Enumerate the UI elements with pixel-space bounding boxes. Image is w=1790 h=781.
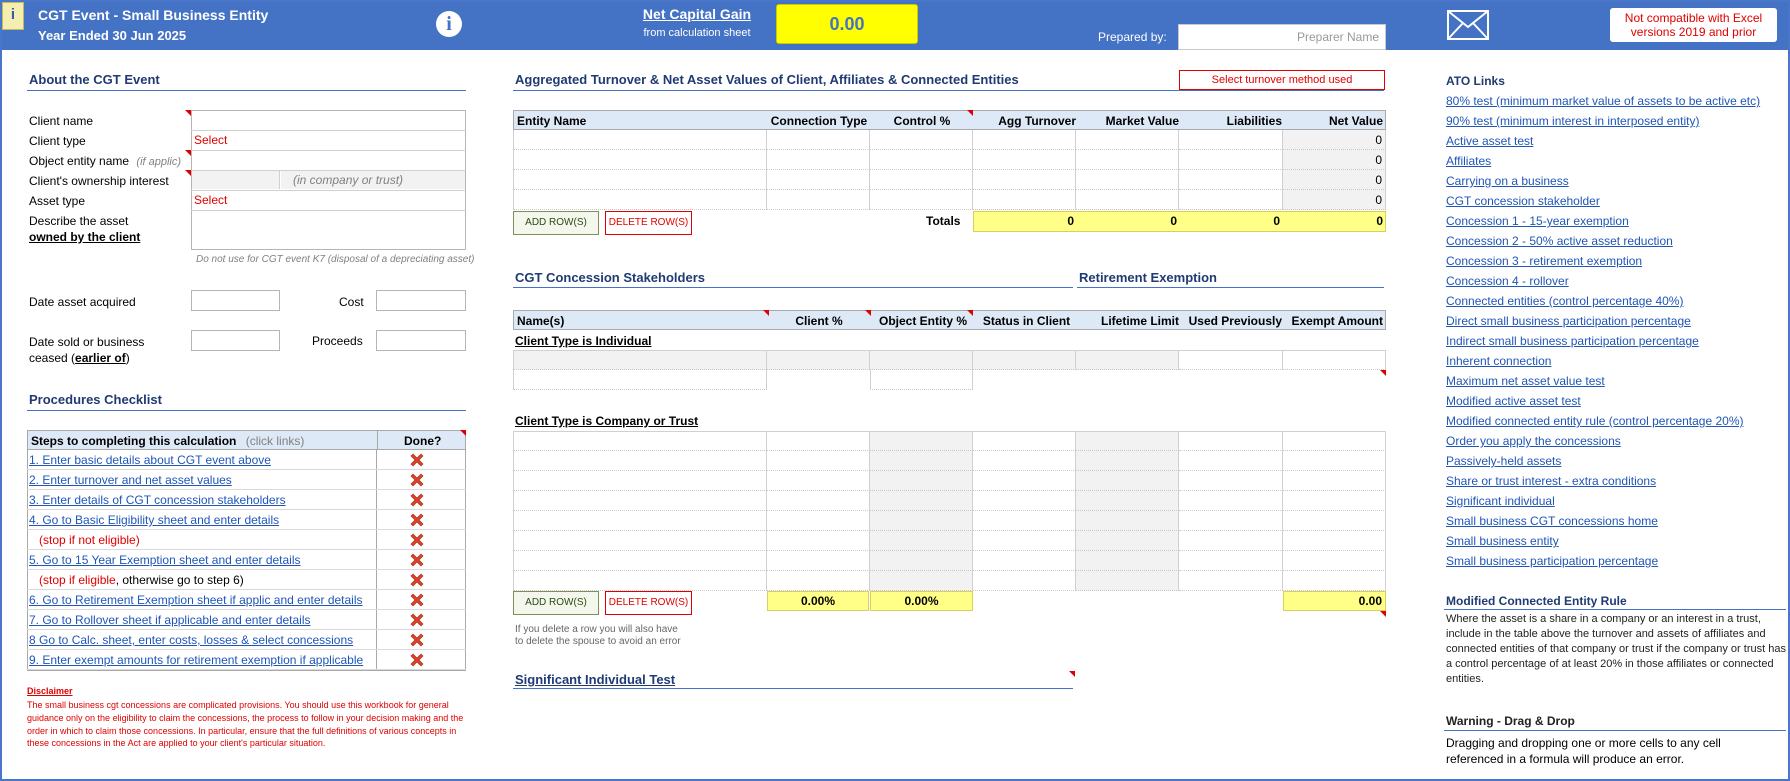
table-cell[interactable]: [767, 130, 870, 150]
divider: [191, 190, 466, 191]
divider: [191, 130, 466, 131]
checklist-step-text[interactable]: [29, 473, 232, 487]
turnover-header: [513, 110, 1386, 130]
table-cell[interactable]: [1076, 130, 1179, 150]
table-cell[interactable]: [1179, 170, 1283, 190]
about-rule: [27, 90, 466, 91]
table-cell[interactable]: [870, 150, 973, 170]
checklist-row: [27, 590, 466, 610]
ato-link[interactable]: Small business entity: [1446, 534, 1559, 548]
stakeholder-cell[interactable]: [973, 571, 1076, 591]
stakeholder-cell[interactable]: [1283, 431, 1386, 451]
stakeholder-cell[interactable]: [1179, 431, 1283, 451]
warning-body: Dragging and dropping one or more cells to any cell referenced in a formula will produce an error.: [1446, 736, 1721, 766]
ownership-label: Client's ownership interest: [29, 174, 169, 188]
comment-marker: [967, 310, 973, 316]
table-cell[interactable]: [870, 190, 973, 210]
table-cell[interactable]: [973, 150, 1076, 170]
page-title: CGT Event - Small Business Entity: [38, 7, 269, 23]
not-done-x-icon: [409, 632, 425, 648]
checklist-step-link[interactable]: 2. Enter turnover and net asset values: [29, 473, 232, 487]
net-value-cell: [1283, 190, 1386, 210]
stakeholder-cell[interactable]: [973, 350, 1076, 370]
table-cell[interactable]: [767, 150, 870, 170]
net-value: 0: [1375, 173, 1382, 187]
checklist-step-text[interactable]: [29, 653, 363, 667]
checklist-step-text[interactable]: [29, 513, 279, 527]
stakeholder-cell[interactable]: [1179, 551, 1283, 571]
stakeholder-cell[interactable]: [870, 531, 973, 551]
stakeholder-cell[interactable]: [513, 511, 767, 531]
total-exempt-amount: 0.00: [1283, 591, 1386, 611]
checklist-rule: [27, 410, 466, 411]
stakeholder-cell[interactable]: [1283, 511, 1386, 531]
checklist-step-note-red: (stop if eligible: [39, 573, 116, 587]
checklist-step-note: (stop if not eligible): [39, 533, 140, 547]
checklist-row: [27, 470, 466, 490]
checklist-step-text: [39, 573, 244, 587]
stakeholder-cell[interactable]: [513, 551, 767, 571]
checklist-header: [27, 430, 466, 450]
stakeholder-cell[interactable]: [870, 370, 973, 390]
checklist-step-text[interactable]: [29, 613, 311, 627]
turnover-rule: [513, 90, 1384, 91]
ato-link[interactable]: Concession 1 - 15-year exemption: [1446, 214, 1629, 228]
ato-link[interactable]: Share or trust interest - extra conditions: [1446, 474, 1657, 488]
table-cell[interactable]: [973, 170, 1076, 190]
checklist-step-link[interactable]: 4. Go to Basic Eligibility sheet and enter details: [29, 513, 280, 527]
checklist-step-link[interactable]: 8 Go to Calc. sheet, enter costs, losses & select concessions: [29, 633, 354, 647]
not-done-x-icon: [409, 532, 425, 548]
checklist-step-link[interactable]: 3. Enter details of CGT concession stakeholders: [29, 493, 286, 507]
checklist-step-text: [39, 533, 140, 547]
ato-link[interactable]: Significant individual: [1446, 494, 1555, 508]
table-cell[interactable]: [513, 190, 767, 210]
stakeholder-cell[interactable]: [513, 451, 767, 471]
stakeholder-cell[interactable]: [1076, 531, 1179, 551]
email-icon[interactable]: [1447, 10, 1489, 40]
checklist-step-link[interactable]: 1. Enter basic details about CGT event above: [29, 453, 271, 467]
divider: [377, 431, 378, 450]
stakeholder-cell[interactable]: [1179, 451, 1283, 471]
col-connection-type: Connection Type: [770, 114, 868, 128]
stakeholder-cell[interactable]: [870, 571, 973, 591]
stakeholder-cell[interactable]: [767, 350, 870, 370]
col-exempt-amount: Exempt Amount: [1291, 314, 1383, 328]
ato-link[interactable]: Passively-held assets: [1446, 454, 1562, 468]
net-value: 0: [1375, 193, 1382, 207]
stakeholder-cell[interactable]: [1179, 491, 1283, 511]
object-entity-note: (if applic): [136, 156, 182, 168]
checklist-step-link[interactable]: 5. Go to 15 Year Exemption sheet and enter details: [29, 553, 301, 567]
comment-marker: [185, 170, 191, 176]
compat-line-2: versions 2019 and prior: [1630, 25, 1757, 39]
done-col-header: Done?: [404, 434, 442, 448]
checklist-step-link[interactable]: 7. Go to Rollover sheet if applicable and enter details: [29, 613, 311, 627]
stakeholder-cell[interactable]: [870, 431, 973, 451]
info-badge-icon[interactable]: i: [2, 2, 24, 30]
not-done-x-icon: [409, 552, 425, 568]
retirement-rule: [1077, 287, 1384, 288]
compatibility-warning: [1610, 8, 1777, 42]
net-capital-gain-sublabel: from calculation sheet: [643, 27, 751, 39]
proceeds-label: Proceeds: [312, 334, 363, 348]
stakeholder-cell[interactable]: [513, 431, 767, 451]
comment-marker: [967, 110, 973, 116]
net-capital-gain-label[interactable]: Net Capital Gain: [642, 6, 752, 22]
stakeholder-cell[interactable]: [870, 551, 973, 571]
header-bar: [0, 0, 1790, 50]
checklist-row: [27, 650, 466, 670]
stakeholder-cell[interactable]: [1283, 551, 1386, 571]
client-type-label: Client type: [29, 134, 86, 148]
cost-label: Cost: [339, 295, 364, 309]
stakeholder-cell[interactable]: [973, 551, 1076, 571]
steps-col-note: (click links): [245, 434, 305, 448]
date-sold-label-2: [29, 351, 130, 365]
net-value-cell: [1283, 130, 1386, 150]
compat-line-1: Not compatible with Excel: [1624, 11, 1763, 25]
stakeholder-cell[interactable]: [1076, 451, 1179, 471]
ato-link[interactable]: Active asset test: [1446, 134, 1534, 148]
table-cell[interactable]: [513, 150, 767, 170]
col-status-in-client: Status in Client: [982, 314, 1071, 328]
describe-label-2: owned by the client: [29, 230, 141, 244]
checklist-step-text[interactable]: [29, 593, 363, 607]
checklist-step-note-black: , otherwise go to step 6): [115, 573, 244, 587]
date-acquired-input[interactable]: [191, 290, 280, 311]
stakeholder-cell[interactable]: [1076, 350, 1179, 370]
ato-link[interactable]: Connected entities (control percentage 40%): [1446, 294, 1684, 308]
ato-link[interactable]: CGT concession stakeholder: [1446, 194, 1600, 208]
cost-input[interactable]: [376, 290, 466, 311]
date-acquired-label: Date asset acquired: [29, 295, 136, 309]
total-market-value: 0: [1170, 214, 1177, 228]
checklist-row: [27, 570, 466, 590]
checklist-step-text[interactable]: [29, 453, 271, 467]
client-name-input[interactable]: [192, 111, 465, 129]
k7-note: Do not use for CGT event K7 (disposal of a depreciating asset): [196, 254, 475, 265]
stakeholder-cell[interactable]: [1179, 571, 1283, 591]
page-subtitle: Year Ended 30 Jun 2025: [38, 28, 187, 43]
not-done-x-icon: [409, 512, 425, 528]
comment-marker: [185, 110, 191, 116]
stakeholder-cell[interactable]: [767, 431, 870, 451]
company-trust-label: Client Type is Company or Trust: [515, 414, 699, 428]
ato-link[interactable]: Carrying on a business: [1446, 174, 1569, 188]
ato-link[interactable]: Maximum net asset value test: [1446, 374, 1605, 388]
stakeholder-cell[interactable]: [1283, 350, 1386, 370]
net-capital-gain-value: 0.00: [776, 4, 918, 44]
ownership-note: (in company or trust): [293, 173, 404, 187]
stakeholder-cell[interactable]: [767, 531, 870, 551]
about-heading: About the CGT Event: [29, 72, 160, 87]
stakeholder-cell[interactable]: [513, 571, 767, 591]
warning-heading: Warning - Drag & Drop: [1446, 714, 1575, 728]
describe-label-1: Describe the asset: [29, 214, 129, 228]
ato-link[interactable]: 80% test (minimum market value of assets to be active etc): [1446, 94, 1761, 108]
table-cell[interactable]: [513, 130, 767, 150]
col-market-value: Market Value: [1105, 114, 1179, 128]
checklist-heading: Procedures Checklist: [29, 392, 162, 407]
checklist-step-link[interactable]: 9. Enter exempt amounts for retirement exemption if applicable: [29, 653, 364, 667]
stakeholder-cell[interactable]: [1283, 451, 1386, 471]
net-value-cell: [1283, 150, 1386, 170]
stakeholder-cell[interactable]: [973, 471, 1076, 491]
col-liabilities: Liabilities: [1226, 114, 1282, 128]
stakeholder-cell[interactable]: [1179, 511, 1283, 531]
date-sold-earlier: earlier of: [75, 351, 126, 365]
mcer-heading: Modified Connected Entity Rule: [1446, 594, 1627, 608]
stakeholder-cell[interactable]: [513, 370, 767, 390]
table-cell[interactable]: [767, 190, 870, 210]
ato-link[interactable]: Concession 4 - rollover: [1446, 274, 1569, 288]
not-done-x-icon: [409, 612, 425, 628]
not-done-x-icon: [409, 572, 425, 588]
comment-marker: [1380, 611, 1386, 617]
preparer-name-input[interactable]: Preparer Name: [1178, 24, 1386, 50]
ato-link[interactable]: Inherent connection: [1446, 354, 1552, 368]
turnover-add-row-button[interactable]: ADD ROW(S): [513, 211, 599, 235]
checklist-row: [27, 630, 466, 650]
stakeholder-cell[interactable]: [767, 451, 870, 471]
stakeholder-cell[interactable]: [513, 531, 767, 551]
checklist-step-link[interactable]: 6. Go to Retirement Exemption sheet if applic and enter details: [29, 593, 363, 607]
table-cell[interactable]: [1179, 190, 1283, 210]
delete-note-2: to delete the spouse to avoid an error: [515, 636, 681, 647]
ato-link[interactable]: Small business participation percentage: [1446, 554, 1659, 568]
ato-link[interactable]: Indirect small business participation percentage: [1446, 334, 1699, 348]
mcer-rule: [1444, 609, 1786, 610]
ato-link[interactable]: Affiliates: [1446, 154, 1492, 168]
ownership-input[interactable]: [192, 171, 280, 189]
stakeholder-cell[interactable]: [767, 551, 870, 571]
stakeholders-add-row-button[interactable]: ADD ROW(S): [513, 591, 599, 615]
stakeholders-rule: [513, 287, 1073, 288]
not-done-x-icon: [409, 452, 425, 468]
ato-link[interactable]: Modified connected entity rule (control percentage 20%): [1446, 414, 1744, 428]
stakeholder-cell[interactable]: [1076, 491, 1179, 511]
total-client-pct: 0.00%: [767, 591, 869, 611]
turnover-heading: Aggregated Turnover & Net Asset Values of Client, Affiliates & Connected Entities: [515, 72, 1019, 87]
checklist-row: [27, 510, 466, 530]
ato-link[interactable]: Small business CGT concessions home: [1446, 514, 1658, 528]
date-sold-close: ): [125, 351, 130, 365]
total-agg-turnover: 0: [1067, 214, 1074, 228]
col-object-entity-pct: Object Entity %: [878, 314, 967, 328]
comment-marker: [865, 310, 871, 316]
table-cell[interactable]: [1076, 170, 1179, 190]
total-object-entity-pct: 0.00%: [870, 591, 973, 611]
stakeholder-cell[interactable]: [767, 511, 870, 531]
comment-marker: [1069, 671, 1075, 677]
checklist-step-text[interactable]: [29, 493, 286, 507]
stakeholder-cell[interactable]: [1179, 531, 1283, 551]
checklist-step-text[interactable]: [29, 633, 353, 647]
col-control-pct: Control %: [893, 114, 951, 128]
significant-individual-test-link[interactable]: Significant Individual Test: [515, 672, 676, 687]
not-done-x-icon: [409, 592, 425, 608]
stakeholders-heading: CGT Concession Stakeholders: [515, 270, 705, 285]
stakeholder-cell[interactable]: [1283, 531, 1386, 551]
client-name-label: Client name: [29, 114, 94, 128]
stakeholder-cell[interactable]: [870, 350, 973, 370]
object-entity-label: [29, 154, 181, 168]
ato-link[interactable]: Concession 3 - retirement exemption: [1446, 254, 1643, 268]
stakeholder-cell[interactable]: [513, 491, 767, 511]
stakeholders-header: [513, 310, 1386, 330]
stakeholder-cell[interactable]: [767, 471, 870, 491]
col-names: Name(s): [517, 314, 565, 328]
prepared-by-label: Prepared by:: [1098, 30, 1167, 44]
date-sold-label-1: Date sold or business: [29, 335, 145, 349]
stakeholder-cell[interactable]: [1179, 471, 1283, 491]
not-done-x-icon: [409, 472, 425, 488]
stakeholder-cell[interactable]: [973, 511, 1076, 531]
stakeholder-cell[interactable]: [973, 431, 1076, 451]
asset-type-label: Asset type: [29, 194, 86, 208]
info-icon[interactable]: i: [436, 11, 462, 37]
steps-col-title: Steps to completing this calculation: [31, 434, 237, 448]
checklist-row: [27, 550, 466, 570]
table-cell[interactable]: [1076, 190, 1179, 210]
col-used-previously: Used Previously: [1188, 314, 1282, 328]
sig-rule: [513, 688, 1073, 689]
stakeholder-cell[interactable]: [870, 451, 973, 471]
ato-links-heading: ATO Links: [1446, 74, 1505, 88]
col-client-pct: Client %: [795, 314, 843, 328]
select-turnover-method-button[interactable]: Select turnover method used: [1179, 70, 1385, 90]
checklist-row: [27, 610, 466, 630]
stakeholder-cell[interactable]: [1283, 571, 1386, 591]
table-cell[interactable]: [1179, 130, 1283, 150]
retirement-heading: Retirement Exemption: [1079, 270, 1217, 285]
table-cell[interactable]: [767, 170, 870, 190]
delete-note-1: If you delete a row you will also have: [515, 624, 678, 635]
stakeholder-cell[interactable]: [513, 471, 767, 491]
comment-marker: [460, 430, 466, 436]
stakeholder-cell[interactable]: [870, 511, 973, 531]
totals-label: Totals: [926, 214, 961, 228]
table-cell[interactable]: [870, 170, 973, 190]
turnover-delete-row-button[interactable]: DELETE ROW(S): [605, 211, 692, 235]
ato-link[interactable]: Concession 2 - 50% active asset reduction: [1446, 234, 1673, 248]
checklist-steps-header: [31, 434, 304, 448]
col-entity-name: Entity Name: [517, 114, 587, 128]
stakeholders-delete-row-button[interactable]: DELETE ROW(S): [605, 591, 692, 615]
date-sold-input[interactable]: [191, 330, 280, 351]
comment-marker: [1380, 370, 1386, 376]
warning-rule: [1444, 730, 1786, 731]
col-net-value: Net Value: [1328, 114, 1383, 128]
individual-label: Client Type is Individual: [515, 334, 652, 348]
checklist-row: [27, 450, 466, 470]
stakeholder-cell[interactable]: [1283, 491, 1386, 511]
stakeholder-cell[interactable]: [1283, 471, 1386, 491]
table-cell[interactable]: [1076, 150, 1179, 170]
col-agg-turnover: Agg Turnover: [998, 114, 1076, 128]
ato-link[interactable]: Direct small business participation percentage: [1446, 314, 1691, 328]
stakeholder-cell[interactable]: [767, 491, 870, 511]
disclaimer-body: The small business cgt concessions are complicated provisions. You should use this workbook for general guidance only on the eligibility to claim the concessions, the process to follow in your decision making and the order in which to claim those concessions. In particular, ensure that the full definitions of various concepts in these concessions in the Act are applied to your client's particular situation.: [27, 700, 464, 749]
checklist-row: [27, 490, 466, 510]
table-cell[interactable]: [1179, 150, 1283, 170]
stakeholder-cell[interactable]: [870, 471, 973, 491]
stakeholder-cell[interactable]: [1076, 471, 1179, 491]
table-cell[interactable]: [973, 130, 1076, 150]
col-lifetime-limit: Lifetime Limit: [1100, 314, 1179, 328]
stakeholder-cell[interactable]: [1076, 571, 1179, 591]
stakeholder-cell[interactable]: [513, 350, 767, 370]
object-entity-input[interactable]: [192, 151, 465, 169]
comment-marker: [763, 310, 769, 316]
net-value-cell: [1283, 170, 1386, 190]
stakeholder-cell[interactable]: [1076, 551, 1179, 571]
total-net-value: 0: [1376, 214, 1383, 228]
table-cell[interactable]: [973, 190, 1076, 210]
ato-link[interactable]: Order you apply the concessions: [1446, 434, 1621, 448]
proceeds-input[interactable]: [376, 330, 466, 351]
client-type-select[interactable]: Select: [194, 133, 228, 147]
not-done-x-icon: [409, 492, 425, 508]
total-liabilities: 0: [1273, 214, 1280, 228]
stakeholder-cell[interactable]: [973, 451, 1076, 471]
stakeholder-cell[interactable]: [973, 491, 1076, 511]
describe-asset-input[interactable]: [192, 211, 465, 249]
stakeholder-cell[interactable]: [1076, 511, 1179, 531]
stakeholder-cell[interactable]: [973, 531, 1076, 551]
not-done-x-icon: [409, 652, 425, 668]
asset-type-select[interactable]: Select: [194, 193, 228, 207]
stakeholder-cell[interactable]: [1076, 431, 1179, 451]
stakeholder-cell[interactable]: [870, 491, 973, 511]
comment-marker: [185, 150, 191, 156]
net-value: 0: [1375, 133, 1382, 147]
checklist-step-text[interactable]: [29, 553, 301, 567]
table-cell[interactable]: [870, 130, 973, 150]
mcer-body: Where the asset is a share in a company or an interest in a trust, include in the table above the turnover and assets of affiliates and connected entities of that company or trust if the company or trust has a control percentage of at least 20% in those affiliates or connected entities.: [1446, 613, 1786, 685]
ato-link[interactable]: 90% test (minimum interest in interposed entity): [1446, 114, 1700, 128]
net-value: 0: [1375, 153, 1382, 167]
stakeholder-cell[interactable]: [1179, 350, 1283, 370]
object-entity-text: Object entity name: [29, 154, 130, 168]
checklist-row: [27, 530, 466, 550]
table-cell[interactable]: [513, 170, 767, 190]
ato-link[interactable]: Modified active asset test: [1446, 394, 1581, 408]
stakeholder-cell[interactable]: [767, 571, 870, 591]
disclaimer-heading: Disclaimer: [27, 686, 73, 696]
date-sold-text: ceased (: [29, 351, 76, 365]
